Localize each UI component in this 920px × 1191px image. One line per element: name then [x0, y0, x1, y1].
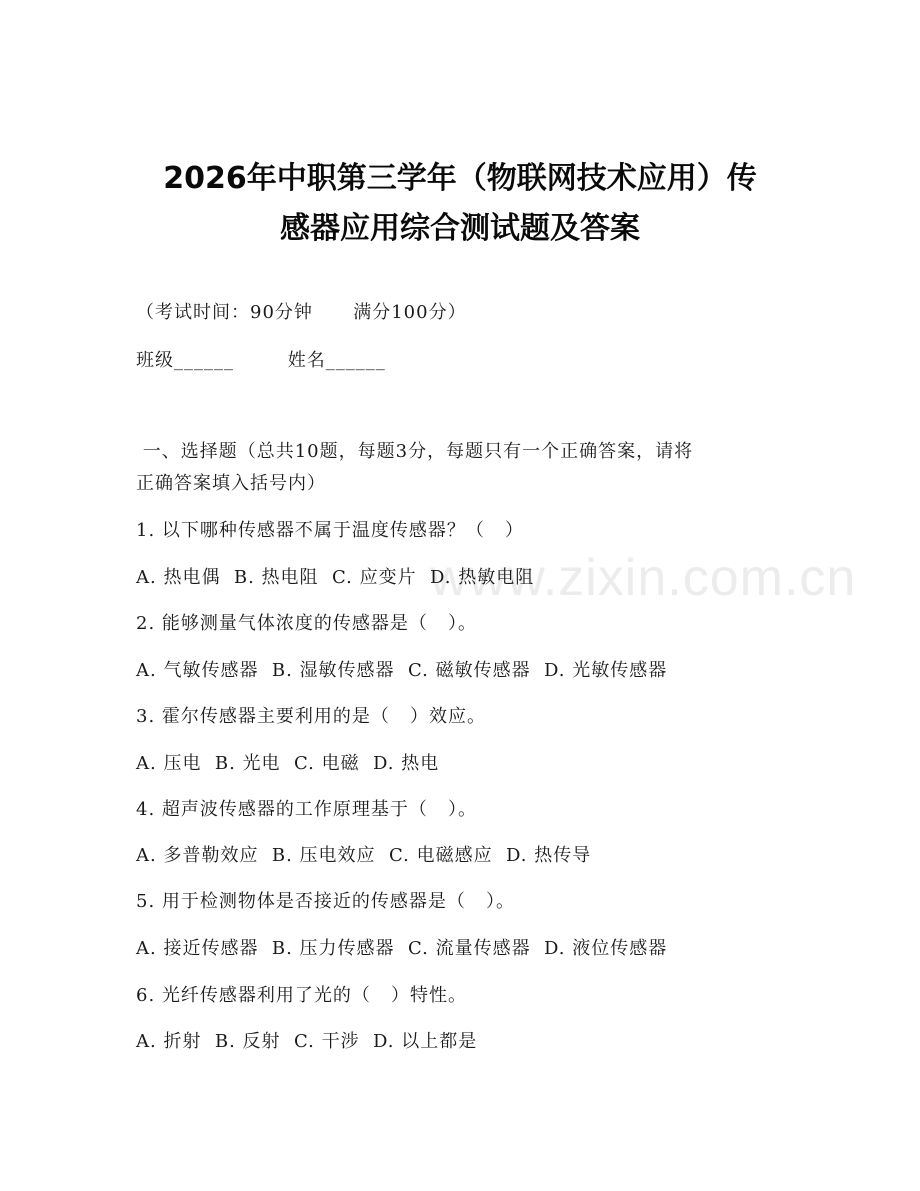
question-5-stem: 5. 用于检测物体是否接近的传感器是（ ）。	[136, 891, 516, 912]
question-3-options: A. 压电 B. 光电 C. 电磁 D. 热电	[136, 753, 440, 774]
question-4-options: A. 多普勒效应 B. 压电效应 C. 电磁感应 D. 热传导	[136, 845, 592, 866]
question-3-stem: 3. 霍尔传感器主要利用的是（ ）效应。	[136, 706, 487, 727]
question-6-options: A. 折射 B. 反射 C. 干涉 D. 以上都是	[136, 1031, 478, 1052]
question-6-stem: 6. 光纤传感器利用了光的（ ）特性。	[136, 985, 468, 1006]
exam-time-score: （考试时间：90分钟 满分100分）	[136, 302, 467, 323]
question-2-options: A. 气敏传感器 B. 湿敏传感器 C. 磁敏传感器 D. 光敏传感器	[136, 660, 668, 681]
question-4-stem: 4. 超声波传感器的工作原理基于（ ）。	[136, 799, 478, 820]
section-heading-line1: 一、选择题（总共10题，每题3分，每题只有一个正确答案，请将	[136, 441, 694, 462]
section-heading-line2: 正确答案填入括号内）	[136, 473, 326, 494]
class-name-fields: 班级______ 姓名______	[136, 350, 386, 371]
document-title-line1: 2026年中职第三学年（物联网技术应用）传	[163, 161, 757, 196]
question-1-options: A. 热电偶 B. 热电阻 C. 应变片 D. 热敏电阻	[136, 567, 535, 588]
question-5-options: A. 接近传感器 B. 压力传感器 C. 流量传感器 D. 液位传感器	[136, 938, 668, 959]
question-2-stem: 2. 能够测量气体浓度的传感器是（ ）。	[136, 613, 478, 634]
question-1-stem: 1. 以下哪种传感器不属于温度传感器？（ ）	[136, 520, 525, 541]
watermark: www.zixin.com.cn	[430, 549, 857, 607]
document-title-line2: 感器应用综合测试题及答案	[280, 211, 640, 246]
